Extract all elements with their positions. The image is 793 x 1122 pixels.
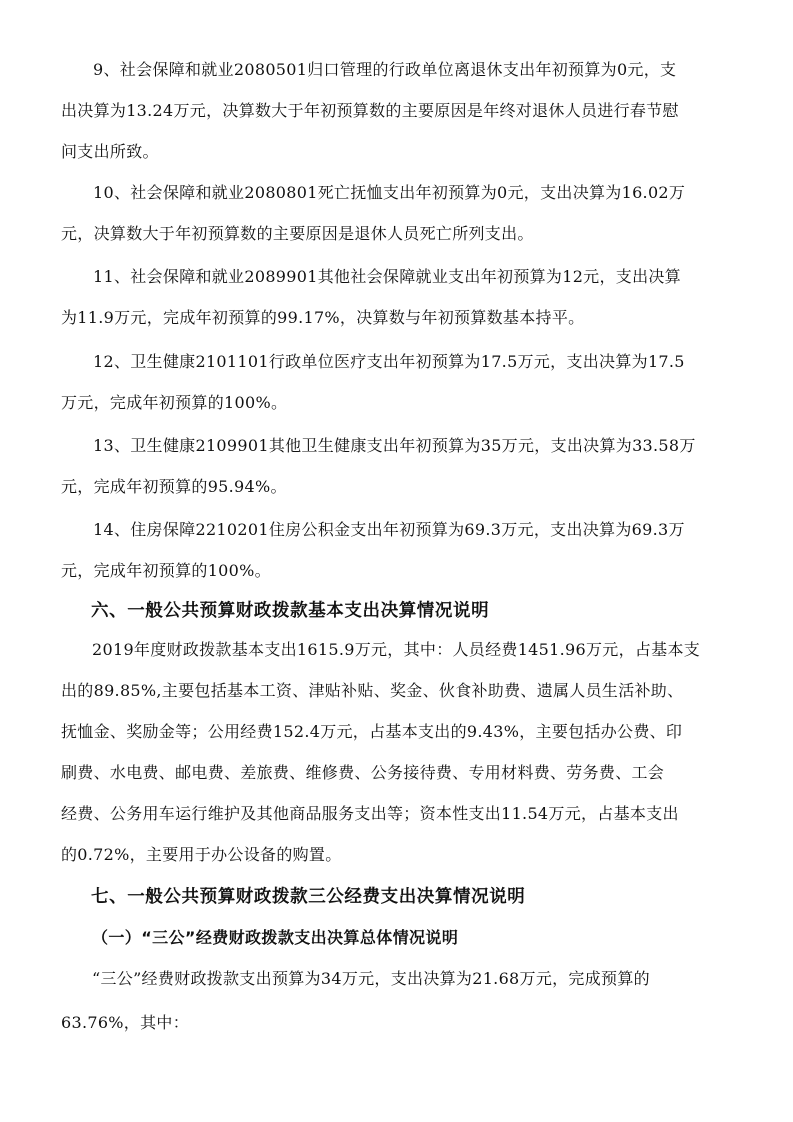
text-line: 10、社会保障和就业2080801死亡抚恤支出年初预算为0元，支出决算为16.02万	[93, 183, 686, 202]
text-line: 63.76%，其中：	[61, 1013, 190, 1032]
text-line: 刷费、水电费、邮电费、差旅费、维修费、公务接待费、专用材料费、劳务费、工会	[61, 763, 665, 782]
text-line: 出的89.85%,主要包括基本工资、津贴补贴、奖金、伙食补助费、遗属人员生活补助、	[61, 681, 684, 700]
text-line: 抚恤金、奖励金等；公用经费152.4万元，占基本支出的9.43%，主要包括办公费、印	[61, 722, 683, 741]
text-line: 2019年度财政拨款基本支出1615.9万元，其中：人员经费1451.96万元，占基本支	[92, 640, 701, 659]
text-line: 万元，完成年初预算的100%。	[61, 393, 288, 412]
subsection-heading: （一）“三公”经费财政拨款支出决算总体情况说明	[92, 928, 459, 947]
text-line: 12、卫生健康2101101行政单位医疗支出年初预算为17.5万元，支出决算为17.5	[93, 352, 685, 371]
text-line: 元，完成年初预算的95.94%。	[61, 477, 287, 496]
text-line: 为11.9万元，完成年初预算的99.17%，决算数与年初预算数基本持平。	[61, 308, 585, 327]
text-line: 经费、公务用车运行维护及其他商品服务支出等；资本性支出11.54万元，占基本支出	[61, 804, 679, 823]
text-line: 9、社会保障和就业2080501归口管理的行政单位离退休支出年初预算为0元，支	[93, 60, 677, 79]
text-line: “三公”经费财政拨款支出预算为34万元，支出决算为21.68万元，完成预算的	[92, 969, 650, 988]
text-line: 14、住房保障2210201住房公积金支出年初预算为69.3万元，支出决算为69.3万	[93, 520, 685, 539]
text-line: 的0.72%，主要用于办公设备的购置。	[61, 845, 342, 864]
text-line: 13、卫生健康2109901其他卫生健康支出年初预算为35万元，支出决算为33.58万	[93, 436, 696, 455]
text-line: 问支出所致。	[61, 142, 159, 161]
section-heading-6: 六、一般公共预算财政拨款基本支出决算情况说明	[91, 601, 490, 621]
text-line: 11、社会保障和就业2089901其他社会保障就业支出年初预算为12元，支出决算	[93, 267, 681, 286]
text-line: 元，决算数大于年初预算数的主要原因是退休人员死亡所列支出。	[61, 224, 534, 243]
text-line: 元，完成年初预算的100%。	[61, 561, 271, 580]
text-line: 出决算为13.24万元，决算数大于年初预算数的主要原因是年终对退休人员进行春节慰	[61, 101, 679, 120]
section-heading-7: 七、一般公共预算财政拨款三公经费支出决算情况说明	[91, 887, 526, 907]
